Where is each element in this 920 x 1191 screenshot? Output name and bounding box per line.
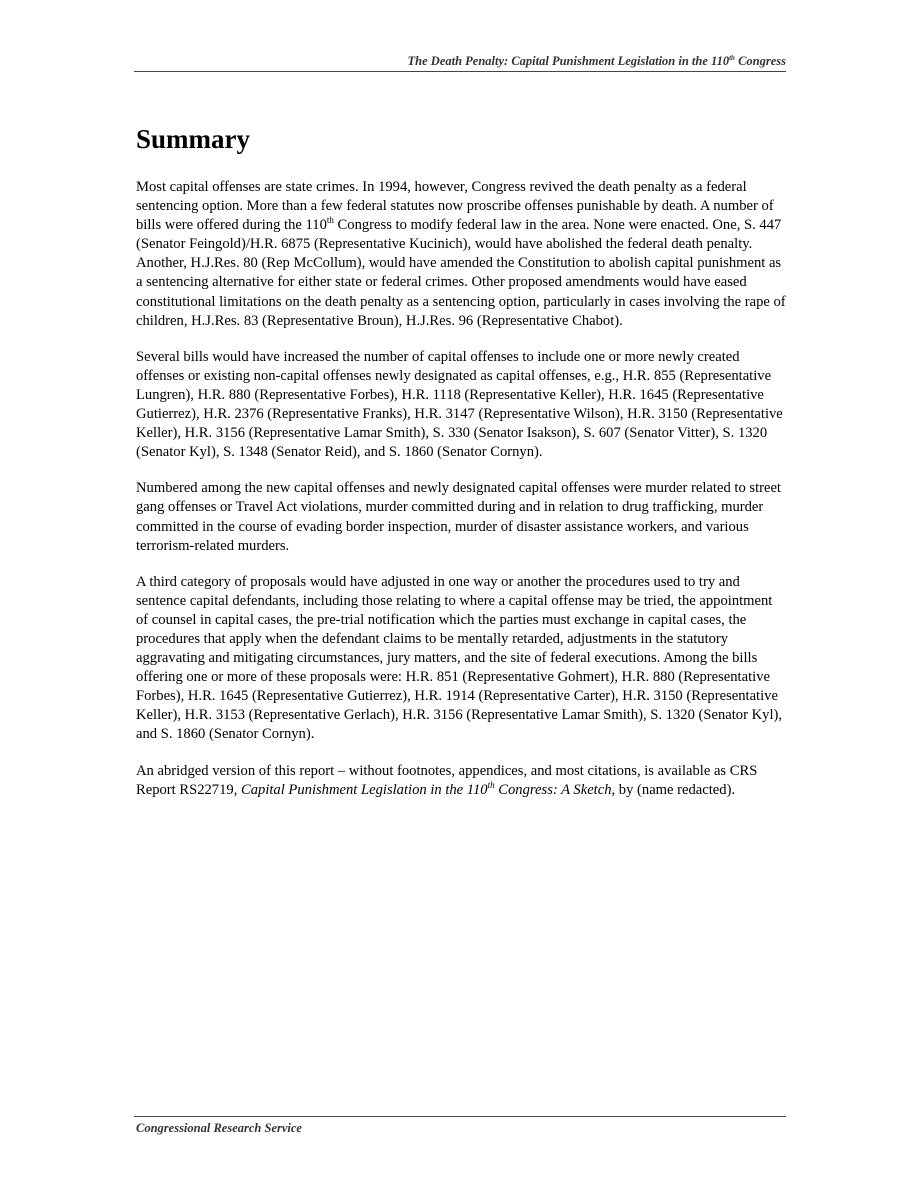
header-rule xyxy=(134,71,786,72)
paragraph-4: A third category of proposals would have adjusted in one way or another the procedures used to try and sentence capital defendants, including those relating to where a capital offense may be tried, the appointment of counsel in capital cases, the pre-trial notification which the parties must exchange in capital cases, the procedures that apply when the defendant claims to be mentally retarded, adjustments in the statutory aggravating and mitigating circumstances, jury matters, and the site of federal executions. Among the bills offering one or more of these proposals were: H.R. 851 (Representative Gohmert), H.R. 880 (Representative Forbes), H.R. 1645 (Representative Gutierrez), H.R. 1914 (Representative Carter), H.R. 3150 (Representative Keller), H.R. 3153 (Representative Gerlach), H.R. 3156 (Representative Lamar Smith), S. 1320 (Senator Kyl), and S. 1860 (Senator Cornyn). xyxy=(136,573,783,743)
paragraph-5 xyxy=(136,762,786,800)
running-header-text-end: Congress xyxy=(734,54,786,69)
summary-body xyxy=(136,178,786,817)
paragraph-1 xyxy=(136,178,786,331)
running-header xyxy=(134,54,786,69)
paragraph-2: Several bills would have increased the number of capital offenses to include one or more newly created offenses or existing non-capital offenses newly designated as capital offenses, e.g., H.R. 855 (Representative Lungren), H.R. 880 (Representative Forbes), H.R. 1118 (Representative Keller), H.R. 1645 (Representative Gutierrez), H.R. 2376 (Representative Franks), H.R. 3147 (Representative Wilson), H.R. 3150 (Representative Keller), H.R. 3156 (Representative Lamar Smith), S. 330 (Senator Isakson), S. 607 (Senator Vitter), S. 1320 (Senator Kyl), S. 1348 (Senator Reid), and S. 1860 (Senator Cornyn). xyxy=(136,348,783,461)
running-header-superscript: th xyxy=(729,54,735,62)
report-title-superscript xyxy=(488,780,495,790)
paragraph-1-superscript: th xyxy=(326,215,334,226)
paragraph-5-text-b: , by (name redacted). xyxy=(611,781,736,798)
report-title-italic-a: Capital Punishment Legislation in the 110 xyxy=(241,781,488,798)
running-header-text: The Death Penalty: Capital Punishment Legislation in the 110 xyxy=(407,54,730,69)
report-title-italic-b: Congress: A Sketch xyxy=(494,781,612,798)
paragraph-3: Numbered among the new capital offenses and newly designated capital offenses were murder related to street gang offenses or Travel Act violations, murder committed during and in relation to drug trafficking, murder committed in the course of evading border inspection, murder of disaster assistance workers, and various terrorism-related murders. xyxy=(136,480,781,554)
paragraph-5-text-a: An abridged version of this report – without footnotes, appendices, and most citations, is available as CRS Report RS22719, xyxy=(136,762,758,798)
page-title: Summary xyxy=(136,124,250,154)
paragraph-1-text-b: Congress to modify federal law in the area. None were enacted. One, S. 447 (Senator Feingold)/H.R. 6875 (Representative Kucinich), would have abolished the federal death penalty. Another, H.J.Res. 80 (Rep McCollum), would have amended the Constitution to abolish capital punishment as a sentencing alternative for either state or federal crimes. Other proposed amendments would have eased constitutional limitations on the death penalty as a sentencing option, particularly in cases involving the rape of children, H.J.Res. 83 (Representative Broun), H.J.Res. 96 (Representative Chabot). xyxy=(136,217,786,329)
paragraph-1-text-a: Most capital offenses are state crimes. In 1994, however, Congress revived the death penalty as a federal sentencing option. More than a few federal statutes now proscribe offenses punishable by death. A number of bills were offered during the 110 xyxy=(136,179,774,234)
footer-rule xyxy=(134,1116,786,1117)
footer-text: Congressional Research Service xyxy=(136,1121,302,1135)
report-title-superscript-text: th xyxy=(487,779,495,790)
